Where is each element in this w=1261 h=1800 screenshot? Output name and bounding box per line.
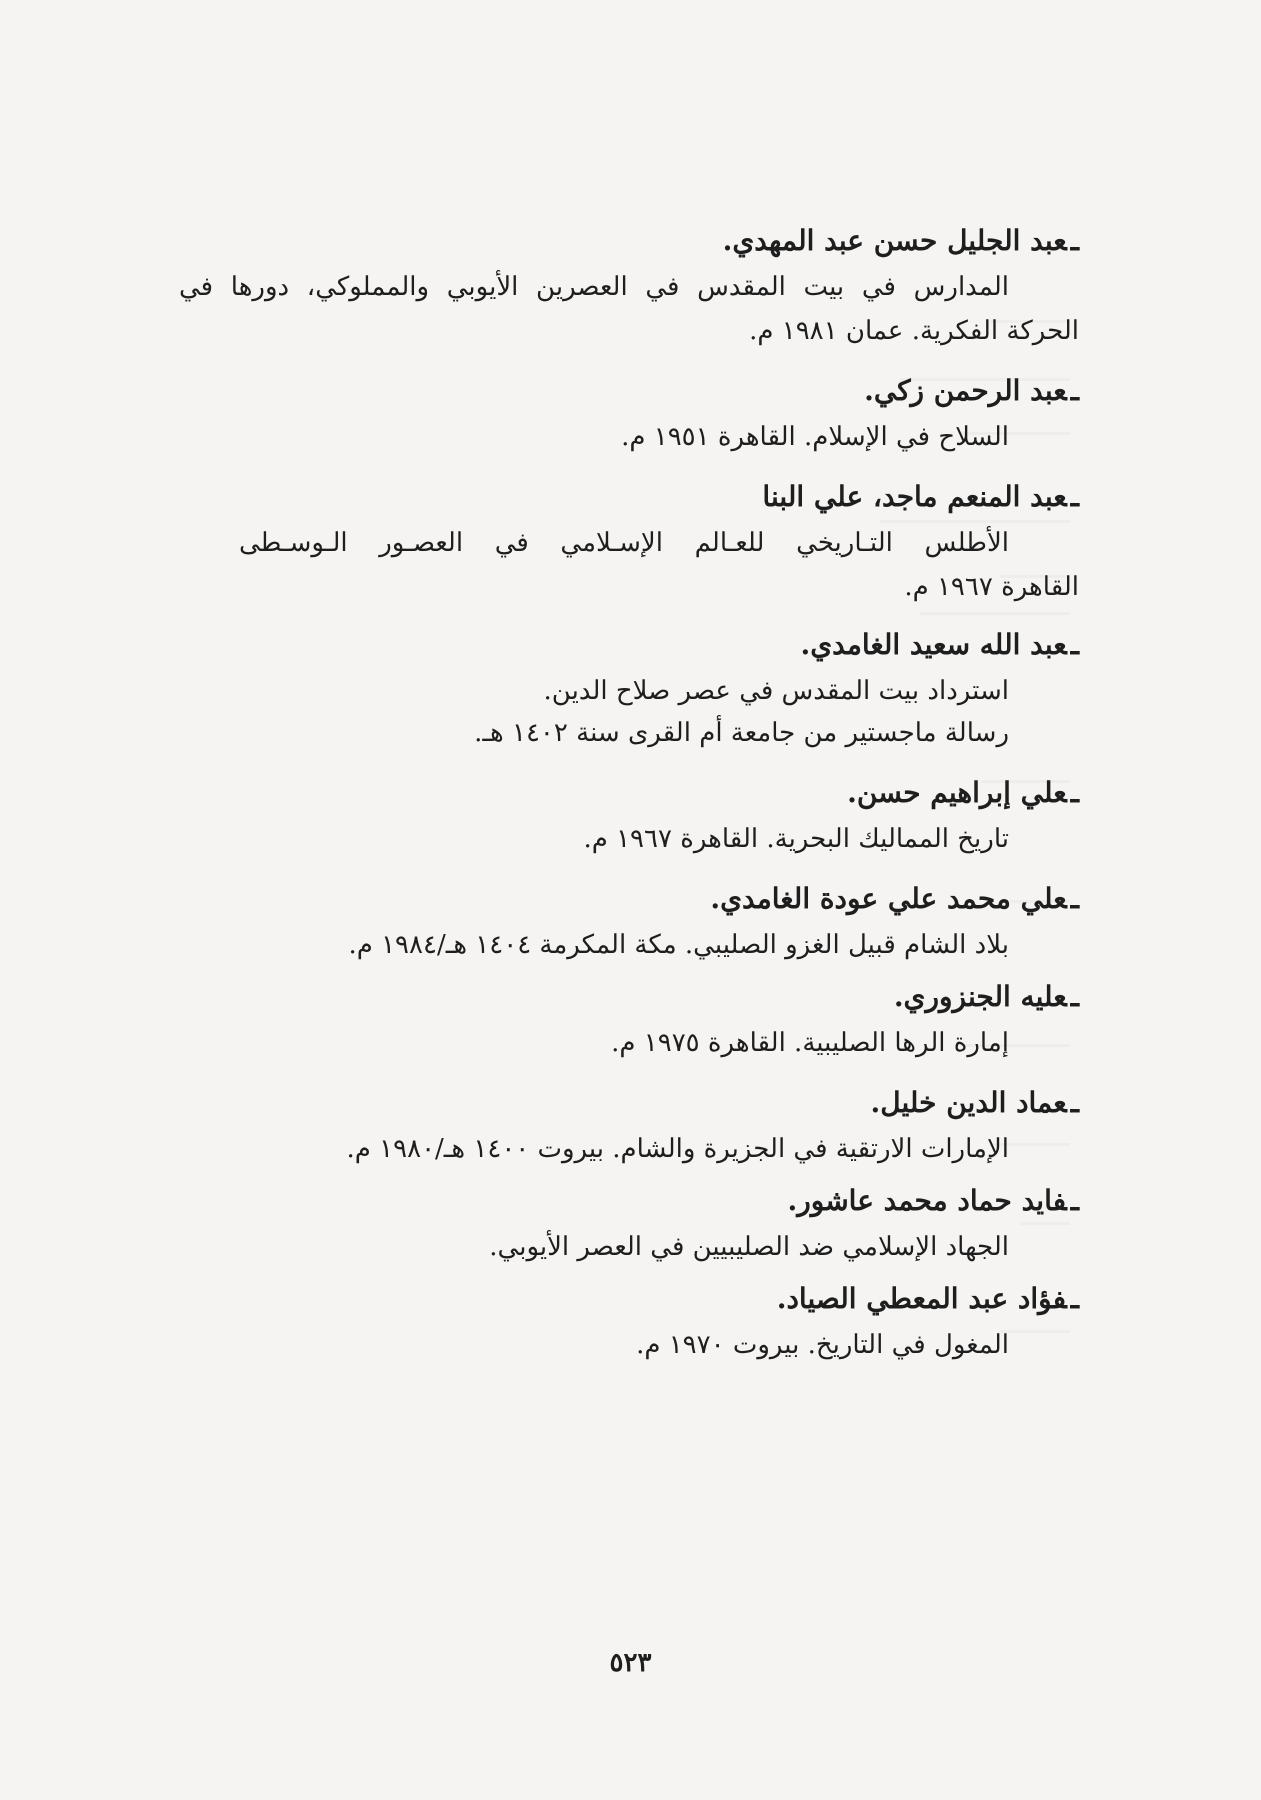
bibliography-entry xyxy=(179,626,1079,752)
entry-author xyxy=(179,880,1079,918)
entry-title: المدارس في بيت المقدس في العصرين الأيوبي والمملوكي، دورها في xyxy=(179,272,1009,302)
entry-author xyxy=(179,478,1079,516)
entry-author-text: عماد الدين خليل. xyxy=(870,1086,1067,1119)
bibliography-entry xyxy=(179,978,1079,1062)
bibliography-entry xyxy=(179,1182,1079,1266)
entry-dash: ـ xyxy=(1070,1086,1079,1119)
entry-author-text: علي إبراهيم حسن. xyxy=(847,776,1067,809)
entry-author xyxy=(179,1280,1079,1318)
bibliography-entry xyxy=(179,880,1079,964)
bibliography-list xyxy=(179,222,1079,1364)
entry-author xyxy=(179,222,1079,260)
entry-author-text: عليه الجنزوري. xyxy=(893,980,1067,1013)
bibliography-entry xyxy=(179,222,1079,350)
entry-dash: ـ xyxy=(1070,480,1079,513)
entry-dash: ـ xyxy=(1070,1282,1079,1315)
entry-title: تاريخ المماليك البحرية. القاهرة ١٩٦٧ م. xyxy=(583,824,1009,854)
entry-author-text: علي محمد علي عودة الغامدي. xyxy=(710,882,1067,915)
entry-dash: ـ xyxy=(1070,882,1079,915)
entry-author xyxy=(179,774,1079,812)
entry-dash: ـ xyxy=(1070,374,1079,407)
entry-dash: ـ xyxy=(1070,628,1079,661)
bibliography-entry xyxy=(179,478,1079,606)
entry-title: الإمارات الارتقية في الجزيرة والشام. بيروت ١٤٠٠ هـ/١٩٨٠ م. xyxy=(346,1134,1009,1164)
page-number: ٥٢٣ xyxy=(609,1648,652,1678)
bibliography-entry xyxy=(179,1084,1079,1168)
entry-title: الجهاد الإسلامي ضد الصليبيين في العصر الأيوبي. xyxy=(489,1232,1009,1262)
entry-author-text: فايد حماد محمد عاشور. xyxy=(787,1184,1067,1217)
entry-title: السلاح في الإسلام. القاهرة ١٩٥١ م. xyxy=(621,422,1009,452)
entry-title-continuation: الحركة الفكرية. عمان ١٩٨١ م. xyxy=(749,316,1079,346)
entry-author xyxy=(179,626,1079,664)
entry-title-continuation: القاهرة ١٩٦٧ م. xyxy=(904,572,1079,602)
entry-author xyxy=(179,1084,1079,1122)
bibliography-entry xyxy=(179,774,1079,858)
entry-dash: ـ xyxy=(1070,224,1079,257)
entry-author-text: عبد الجليل حسن عبد المهدي. xyxy=(722,224,1067,257)
entry-title: المغول في التاريخ. بيروت ١٩٧٠ م. xyxy=(636,1330,1009,1360)
entry-title: استرداد بيت المقدس في عصر صلاح الدين. xyxy=(543,676,1009,706)
entry-dash: ـ xyxy=(1070,1184,1079,1217)
bibliography-entry xyxy=(179,1280,1079,1364)
entry-author-text: فؤاد عبد المعطي الصياد. xyxy=(776,1282,1067,1315)
bibliography-entry xyxy=(179,372,1079,456)
entry-author-text: عبد المنعم ماجد، علي البنا xyxy=(762,480,1067,513)
entry-dash: ـ xyxy=(1070,776,1079,809)
entry-author-text: عبد الله سعيد الغامدي. xyxy=(800,628,1067,661)
entry-title: الأطلس التـاريخي للعـالم الإسـلامي في العصـور الـوسـطى xyxy=(239,528,1009,558)
entry-author-text: عبد الرحمن زكي. xyxy=(864,374,1067,407)
entry-title: بلاد الشام قبيل الغزو الصليبي. مكة المكرمة ١٤٠٤ هـ/١٩٨٤ م. xyxy=(348,930,1009,960)
entry-dash: ـ xyxy=(1070,980,1079,1013)
entry-title: إمارة الرها الصليبية. القاهرة ١٩٧٥ م. xyxy=(611,1028,1009,1058)
entry-author xyxy=(179,372,1079,410)
entry-author xyxy=(179,1182,1079,1220)
entry-author xyxy=(179,978,1079,1016)
entry-note: رسالة ماجستير من جامعة أم القرى سنة ١٤٠٢ هـ. xyxy=(474,718,1009,748)
